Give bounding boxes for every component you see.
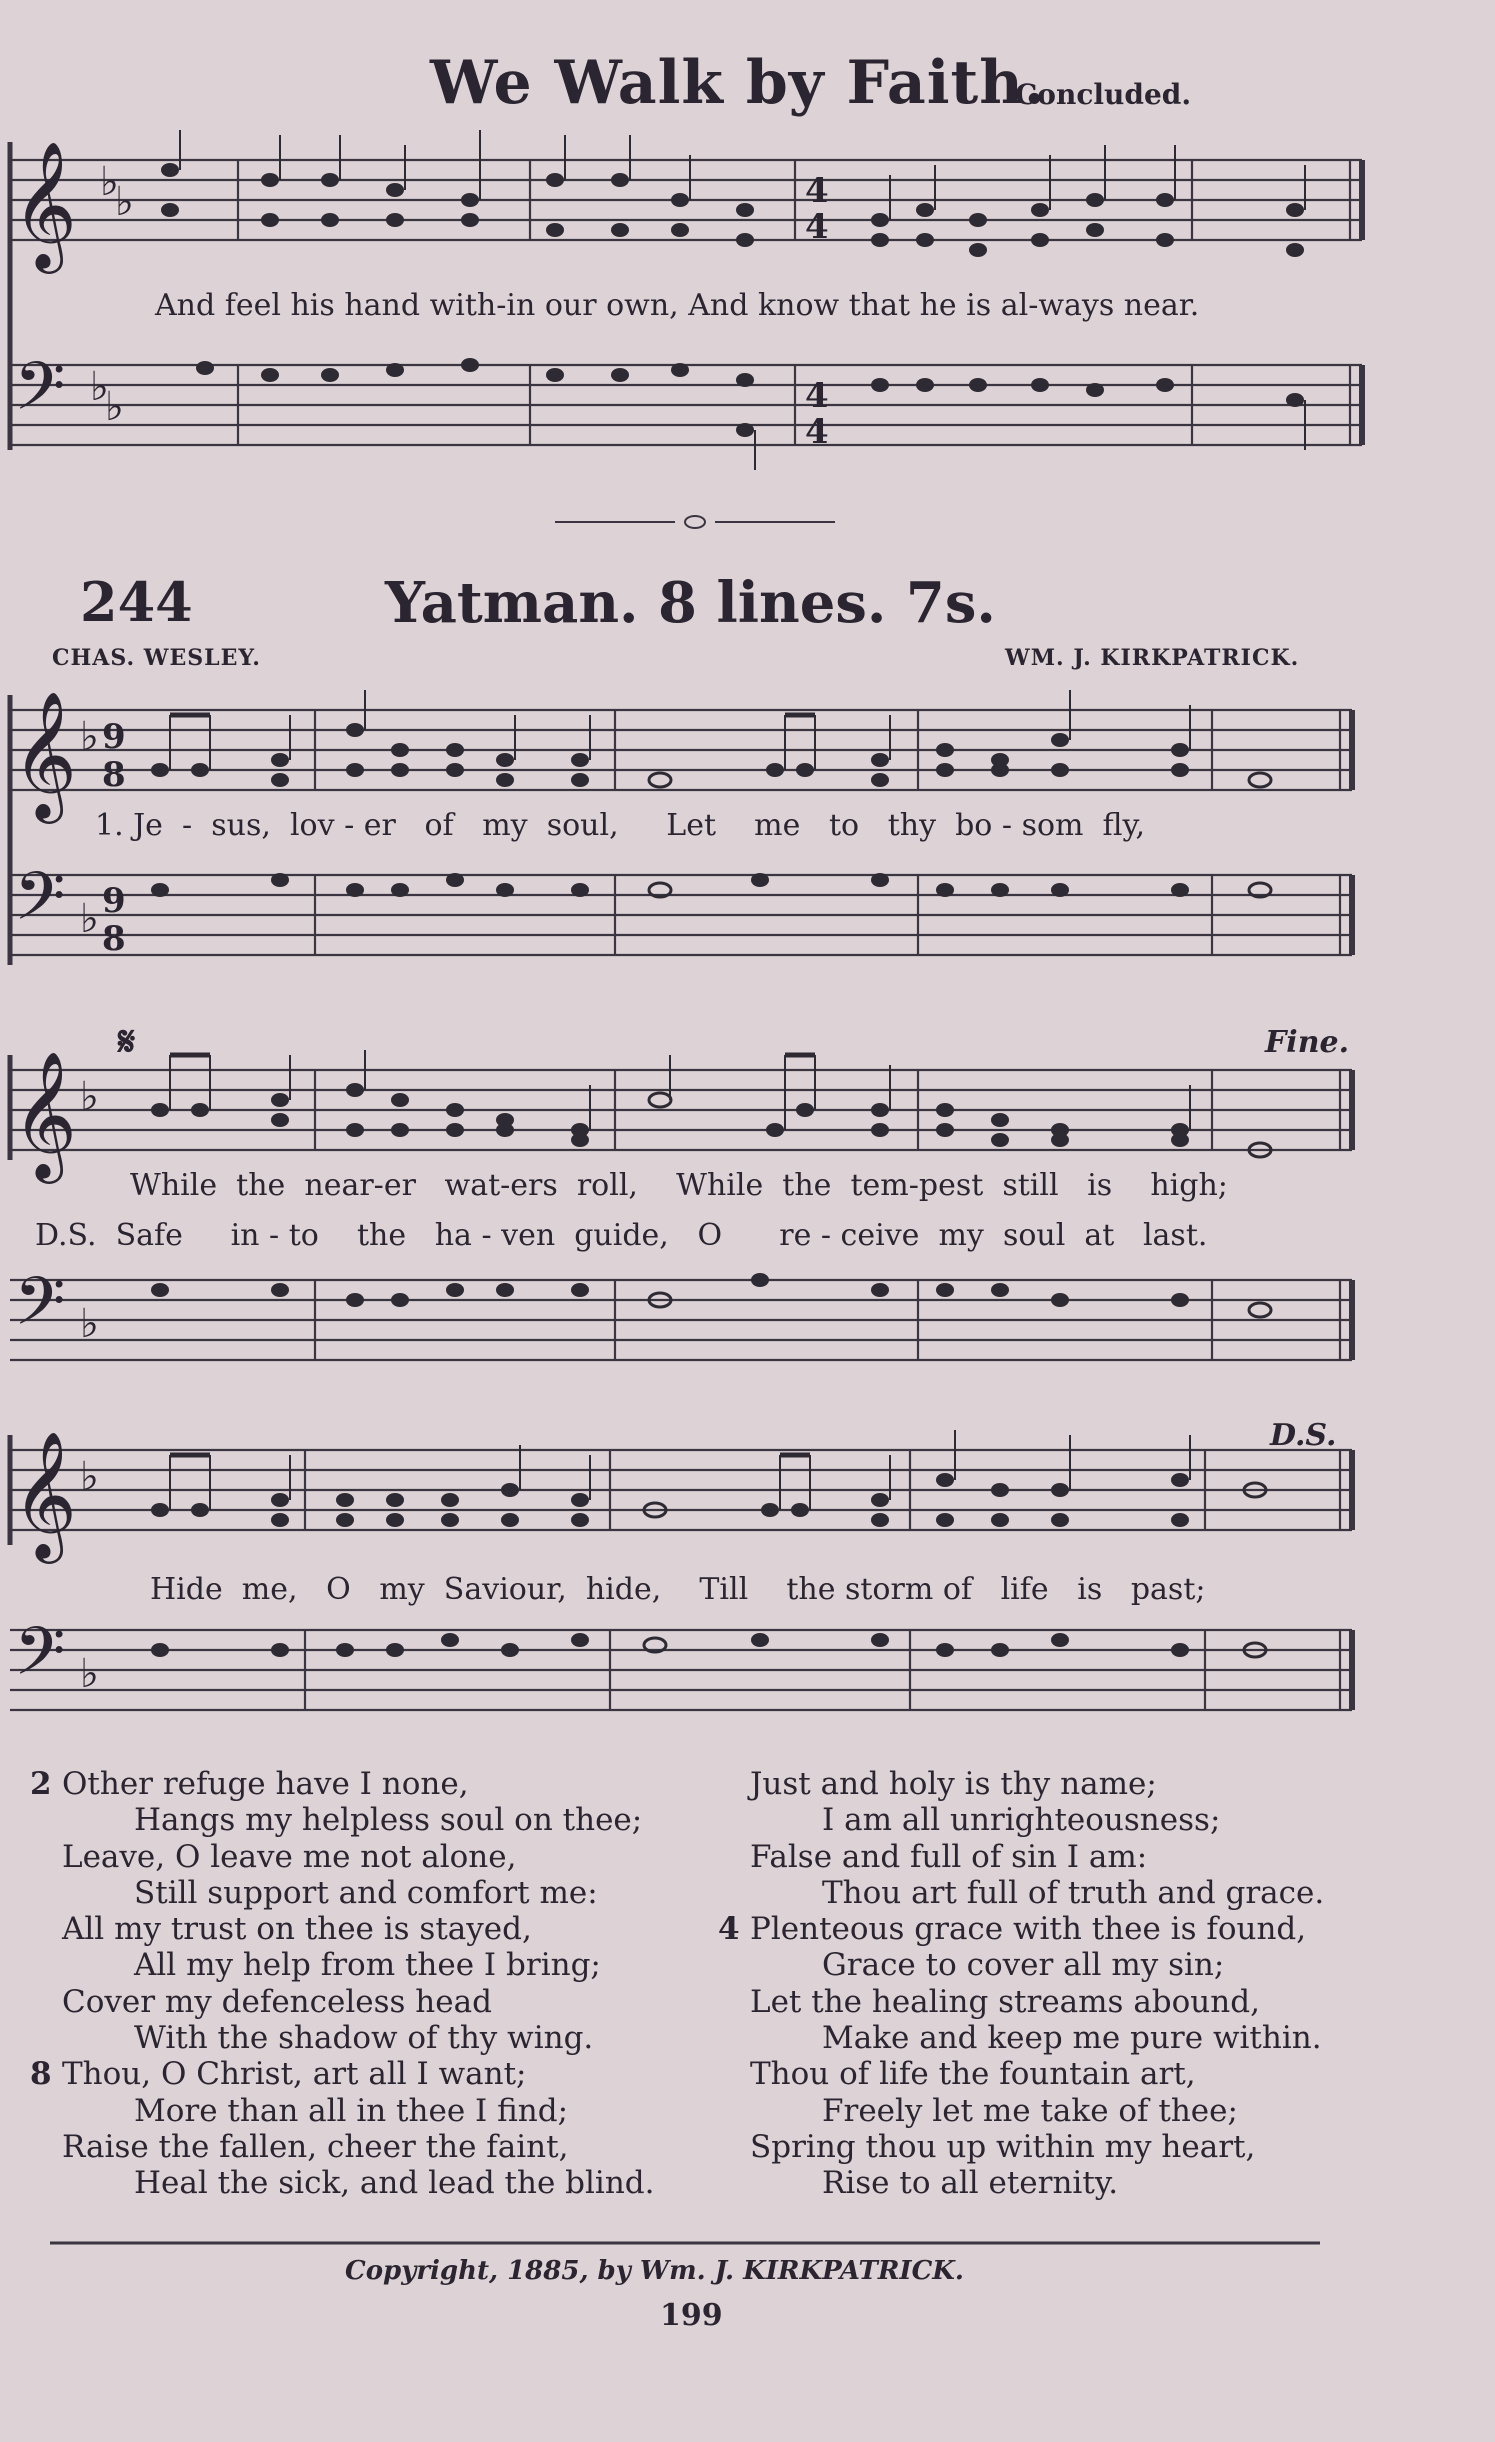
fine-marker: Fine. — [1265, 1025, 1350, 1060]
verse-line: Spring thou up within my heart, — [750, 2128, 1256, 2165]
verse-line: All my help from thee I bring; — [134, 1947, 601, 1984]
verse-line: False and full of sin I am: — [750, 1838, 1148, 1875]
svg-text:𝄢: 𝄢 — [14, 348, 66, 441]
prev-hymn-lyrics: And feel his hand with-in our own, And know that he is al-ways near. — [155, 288, 1200, 323]
hymn-lyrics-line-2: While the near-er wat-ers roll, While the tem-pest still is high; — [130, 1168, 1228, 1203]
divider-ornament — [555, 510, 835, 534]
verse-line: 4 Plenteous grace with thee is found, — [718, 1911, 1307, 1948]
verse-line: Freely let me take of thee; — [822, 2092, 1238, 2129]
svg-text:♭: ♭ — [115, 179, 134, 225]
time-signature-prev: 4 — [805, 171, 829, 211]
verse-line: Thou art full of truth and grace. — [822, 1874, 1325, 1911]
svg-text:𝄢: 𝄢 — [14, 1613, 66, 1706]
svg-text:4: 4 — [805, 412, 829, 452]
copyright-notice: Copyright, 1885, by Wm. J. KIRKPATRICK. — [345, 2256, 964, 2286]
verse-line: 8 Thou, O Christ, art all I want; — [30, 2056, 527, 2093]
verse-line: Cover my defenceless head — [62, 1983, 492, 2020]
verse-line: More than all in thee I find; — [134, 2092, 569, 2129]
verse-line: Thou of life the fountain art, — [750, 2056, 1196, 2093]
verse-line: Rise to all eternity. — [822, 2165, 1119, 2202]
hymn-lyrics-line-1: 1. Je - sus, lov - er of my soul, Let me to thy bo - som fly, — [95, 808, 1146, 843]
prev-hymn-title: We Walk by Faith. — [430, 48, 1046, 118]
verse-line: Make and keep me pure within. — [822, 2020, 1322, 2057]
svg-text:9: 9 — [102, 717, 126, 757]
svg-text:𝄢: 𝄢 — [14, 1263, 66, 1356]
svg-text:♭: ♭ — [80, 1454, 99, 1500]
ds-marker: D.S. — [1270, 1418, 1337, 1453]
verse-line: Still support and comfort me: — [134, 1874, 598, 1911]
svg-text:8: 8 — [102, 919, 126, 959]
svg-text:♭: ♭ — [90, 364, 109, 410]
verse-line: Raise the fallen, cheer the faint, — [62, 2128, 569, 2165]
hymn-lyrics-ds-line: D.S. Safe in - to the ha - ven guide, O re - ceive my soul at last. — [35, 1218, 1208, 1253]
svg-text:4: 4 — [805, 207, 829, 247]
svg-text:♭: ♭ — [105, 384, 124, 430]
svg-text:♭: ♭ — [80, 714, 99, 760]
verse-line: Let the healing streams abound, — [750, 1983, 1260, 2020]
verse-line: Leave, O leave me not alone, — [62, 1838, 517, 1875]
svg-text:♭: ♭ — [80, 1074, 99, 1120]
page-number: 199 — [660, 2298, 723, 2333]
svg-text:𝄞: 𝄞 — [12, 140, 78, 268]
verses-right-column — [718, 1766, 1324, 2202]
verse-line: Grace to cover all my sin; — [822, 1947, 1225, 1984]
verse-line: Heal the sick, and lead the blind. — [134, 2165, 655, 2202]
hymn-lyrics-line-3: Hide me, O my Saviour, hide, Till the storm of life is past; — [150, 1572, 1206, 1607]
hymn-tune-name: Yatman. 8 lines. 7s. — [385, 570, 996, 636]
svg-text:4: 4 — [805, 376, 829, 416]
svg-text:𝄢: 𝄢 — [14, 858, 66, 951]
svg-text:𝄞: 𝄞 — [12, 1430, 78, 1558]
verse-line: All my trust on thee is stayed, — [62, 1911, 532, 1948]
svg-text:♭: ♭ — [100, 159, 119, 205]
svg-text:𝄞: 𝄞 — [12, 690, 78, 818]
svg-text:9: 9 — [102, 881, 126, 921]
svg-text:𝄞: 𝄞 — [12, 1050, 78, 1178]
verse-line: Hangs my helpless soul on thee; — [134, 1802, 643, 1839]
verse-line: With the shadow of thy wing. — [134, 2020, 594, 2057]
svg-text:♭: ♭ — [80, 1301, 99, 1347]
verse-line: 2 Other refuge have I none, — [30, 1766, 469, 1802]
svg-text:♭: ♭ — [80, 1651, 99, 1697]
verse-line: I am all unrighteousness; — [822, 1802, 1221, 1839]
svg-text:♭: ♭ — [80, 896, 99, 942]
hymn-composer: WM. J. KIRKPATRICK. — [1005, 645, 1300, 671]
svg-text:8: 8 — [102, 755, 126, 795]
segno-icon: 𝄋 — [118, 1018, 136, 1065]
verse-line: Just and holy is thy name; — [750, 1766, 1157, 1802]
footer-rule — [50, 2240, 1320, 2246]
hymn-author: CHAS. WESLEY. — [52, 645, 261, 671]
verses-left-column — [30, 1766, 654, 2202]
hymn-number: 244 — [80, 570, 193, 634]
prev-hymn-status: Concluded. — [1015, 78, 1192, 111]
